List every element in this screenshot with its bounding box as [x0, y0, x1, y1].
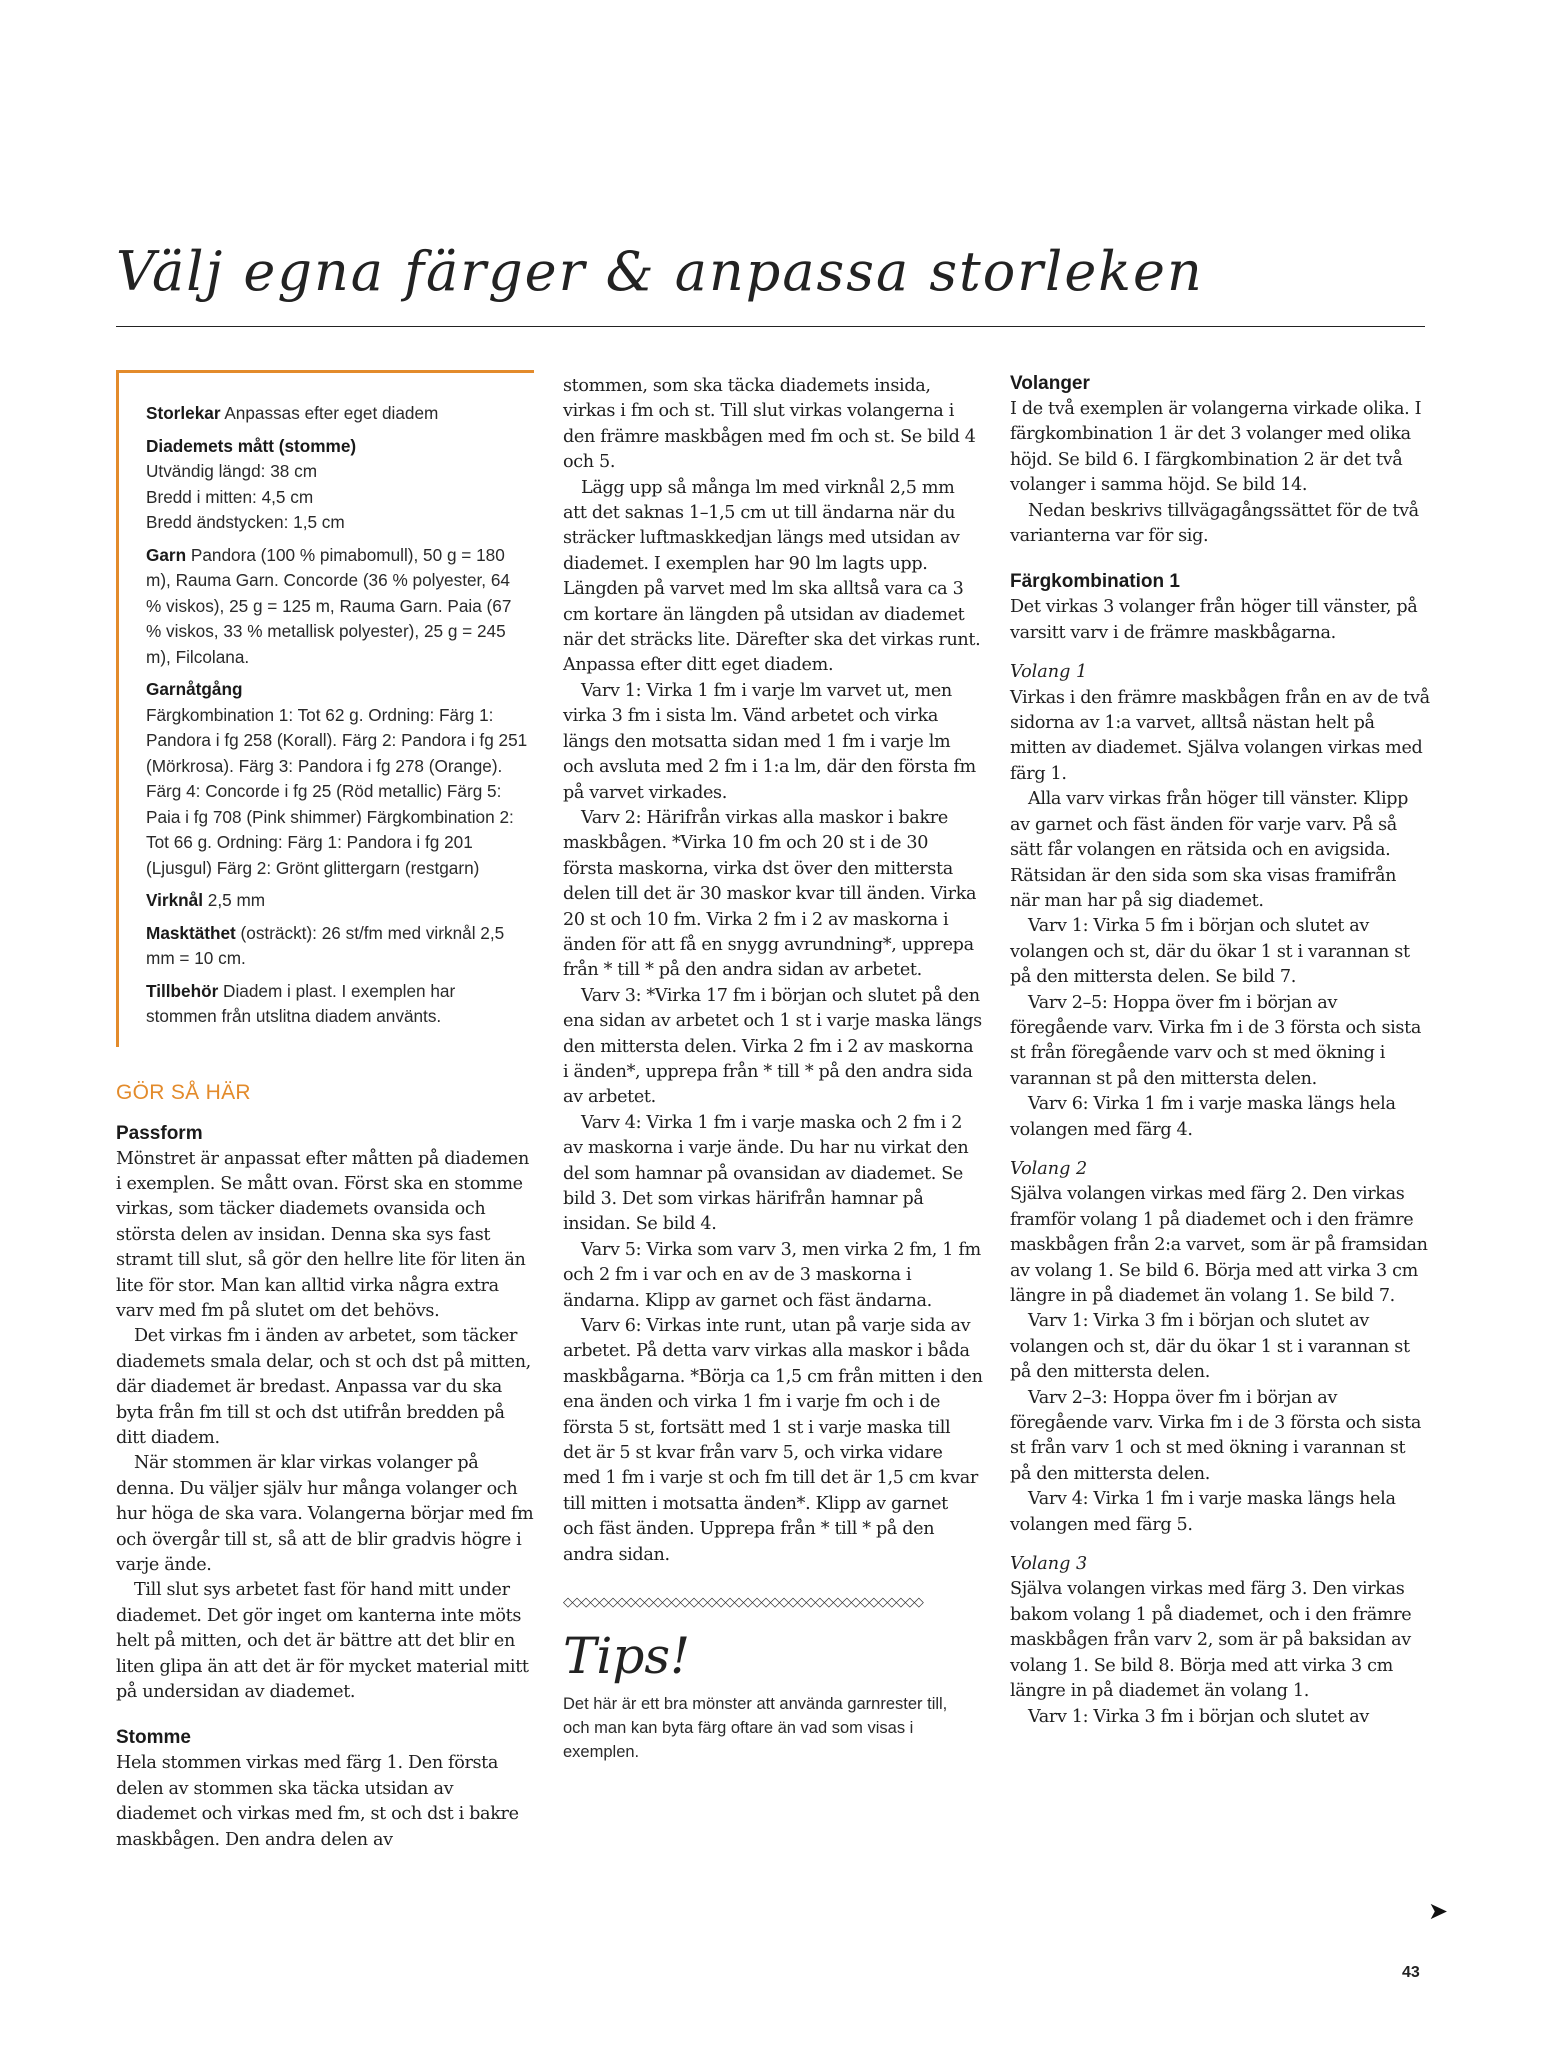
paragraph: Nedan beskrivs tillvägagångssättet för de två varianterna var för sig. — [1010, 500, 1419, 547]
paragraph: Mönstret är anpassat efter måtten på diademen i exemplen. Se mått ovan. Först ska en stomme virkas, som täcker diademets ovansida och största delen av insidan. Denna ska sys fast stramt till slut, så gör den hellre lite för liten än lite för stor. Man kan alltid virka några extra varv med fm på slutet om det behövs. — [116, 1148, 529, 1321]
garn-value: Pandora (100 % pimabomull), 50 g = 180 m), Rauma Garn. Concorde (36 % polyester, 64 % viskos), 25 g = 125 m, Rauma Garn. Paia (67 % viskos, 33 % metallisk polyester), 25 g = 245 m), Filcolana. — [146, 544, 512, 667]
title-rule — [116, 326, 1425, 327]
passform-heading: Passform — [116, 1122, 203, 1144]
stomme-heading: Stomme — [116, 1727, 191, 1749]
tips-heading: Tips! — [563, 1627, 691, 1686]
matt-line: Bredd ändstycken: 1,5 cm — [146, 512, 345, 532]
paragraph: Hela stommen virkas med färg 1. Den första delen av stommen ska täcka utsidan av diademet och virkas med fm, st och dst i bakre maskbågen. Den andra delen av — [116, 1753, 519, 1850]
paragraph: Varv 6: Virka 1 fm i varje maska längs hela volangen med färg 4. — [1010, 1094, 1396, 1140]
page-number: 43 — [1402, 1964, 1420, 1981]
volang-2-heading: Volang 2 — [1010, 1158, 1088, 1179]
paragraph: Det virkas 3 volanger från höger till vänster, på varsitt varv i de främre maskbågarna. — [1010, 597, 1418, 643]
tathet-value: (osträckt): 26 st/fm med virknål 2,5 mm = 10 cm. — [146, 922, 505, 968]
paragraph: Själva volangen virkas med färg 2. Den virkas framför volang 1 på diademet och i den främre maskbågen från 2:a varvet, som är på framsidan av volang 1. Se bild 6. Börja med att virka 3 cm längre in på diademet än volang 1. Se bild 7. — [1010, 1184, 1428, 1306]
paragraph: stommen, som ska täcka diademets insida, virkas i fm och st. Till slut virkas volangerna i den främre maskbågen med fm och st. Se bild 4 och 5. — [563, 376, 976, 473]
paragraph: I de två exemplen är volangerna virkade olika. I färgkombination 1 är det 3 volanger med olika höjd. Se bild 6. I färgkombination 2 är det två volanger i samma höjd. Se bild 14. — [1010, 399, 1422, 496]
section-heading: GÖR SÅ HÄR — [116, 1080, 251, 1104]
garn-label: Garn — [146, 544, 187, 565]
info-virknal — [146, 888, 528, 914]
paragraph: Varv 1: Virka 3 fm i början och slutet av volangen och st, där du ökar 1 st i varannan st på den mittersta delen. — [1010, 1311, 1410, 1383]
storlekar-value: Anpassas efter eget diadem — [220, 403, 439, 423]
continue-arrow-icon: ➤ — [1428, 1897, 1449, 1925]
info-garn — [146, 543, 528, 671]
page-title: Välj egna färger & anpassa storleken — [116, 240, 1204, 303]
volang-1-heading: Volang 1 — [1010, 662, 1088, 683]
volanger-heading: Volanger — [1010, 373, 1090, 394]
paragraph: Varv 1: Virka 5 fm i början och slutet av volangen och st, där du ökar 1 st i varannan st på den mittersta delen. Se bild 7. — [1010, 916, 1410, 988]
paragraph: Varv 1: Virka 3 fm i början och slutet av — [1028, 1706, 1369, 1727]
tips-text: Det här är ett bra mönster att använda garnrester till, och man kan byta färg oftare än vad som visas i exemplen. — [563, 1695, 948, 1762]
paragraph: Lägg upp så många lm med virknål 2,5 mm att det saknas 1–1,5 cm ut till ändarna när du sträcker luftmaskkedjan längs med utsidan av diademet. I exemplen har 90 lm lagts upp. Längden på varvet med lm ska alltså vara ca 3 cm kortare än längden på utsidan av diademet när det sträcks lite. Därefter ska det virkas runt. Anpassa efter ditt eget diadem. — [563, 477, 981, 676]
matt-line: Bredd i mitten: 4,5 cm — [146, 486, 314, 507]
paragraph: Varv 2: Härifrån virkas alla maskor i bakre maskbågen. *Virka 10 fm och 20 st i de 30 första maskorna, virka dst över den mittersta delen till det är 30 maskor kvar till änden. Virka 20 st och 10 fm. Virka 2 fm i 2 av maskorna i änden för att få en snygg avrundning*, upprepa från * till * på den andra sidan av arbetet. — [563, 807, 977, 981]
matt-label: Diademets mått (stomme) — [146, 435, 357, 456]
fk1-heading: Färgkombination 1 — [1010, 571, 1180, 593]
paragraph: Varv 3: *Virka 17 fm i början och slutet på den ena sidan av arbetet och 1 st i varje maska längs den mittersta delen. Virka 2 fm i 2 av maskorna i änden*, upprepa från * till * på den andra sida av arbetet. — [563, 985, 982, 1108]
paragraph: När stommen är klar virkas volanger på denna. Du väljer själv hur många volanger och hur höga de ska vara. Volangerna börjar med fm och övergår till st, så att de blir gradvis högre i varje ände. — [116, 1453, 534, 1575]
atgang-label: Garnåtgång — [146, 679, 243, 699]
materials-box — [116, 370, 534, 1047]
volang-3-heading: Volang 3 — [1010, 1554, 1088, 1575]
info-storlekar — [146, 401, 528, 427]
atgang-value: Färgkombination 1: Tot 62 g. Ordning: Färg 1: Pandora i fg 258 (Korall). Färg 2: Pandora i fg 251 (Mörkrosa). Färg 3: Pandora i fg 278 (Orange). Färg 4: Concorde i fg 25 (Röd metallic) Färg 5: Paia i fg 708 (Pink shimmer) Färgkombination 2: Tot 66 g. Ordning: Färg 1: Pandora i fg 201 (Ljusgul) Färg 2: Grönt glittergarn (restgarn) — [146, 704, 528, 878]
info-tillbehor — [146, 979, 528, 1030]
tillbehor-value: Diadem i plast. I exemplen har stommen från utslitna diadem använts. — [146, 980, 456, 1026]
paragraph: Varv 6: Virkas inte runt, utan på varje sida av arbetet. På detta varv virkas alla maskor i båda maskbågarna. *Börja ca 1,5 cm från mitten i den ena änden och virka 1 fm i varje fm och i de första 5 st, fortsätt med 1 st i varje maska till det är 5 st kvar från varv 5, och virka vidare med 1 fm i varje st och fm till det är 1,5 cm kvar till mitten i motsatta änden*. Klipp av garnet och fäst änden. Upprepa från * till * på den andra sidan. — [563, 1316, 983, 1565]
matt-line: Utvändig längd: 38 cm — [146, 461, 318, 481]
diamond-divider: ◇◇◇◇◇◇◇◇◇◇◇◇◇◇◇◇◇◇◇◇◇◇◇◇◇◇◇◇◇◇◇◇◇◇◇◇◇◇◇◇ — [563, 1596, 923, 1611]
storlekar-label: Storlekar — [146, 403, 221, 423]
paragraph: Alla varv virkas från höger till vänster. Klipp av garnet och fäst änden för varje varv. På så sätt får volangen en rätsida och en avigsida. Rätsidan är den sida som ska visas framifrån när man har på sig diademet. — [1010, 789, 1409, 911]
paragraph: Själva volangen virkas med färg 3. Den virkas bakom volang 1 på diademet, och i den främre maskbågen från varv 2, som är på baksidan av volang 1. Se bild 8. Börja med att virka 3 cm längre in på diademet än volang 1. — [1010, 1579, 1412, 1702]
paragraph: Varv 4: Virka 1 fm i varje maska och 2 fm i 2 av maskorna i varje ände. Du har nu virkat den del som hamnar på ovansidan av diademet. Se bild 3. Det som virkas härifrån hamnar på insidan. Se bild 4. — [563, 1112, 969, 1235]
paragraph: Varv 2–5: Hoppa över fm i början av föregående varv. Virka fm i de 3 första och sista st från föregående varv och st med ökning i varannan st på den mittersta delen. — [1010, 992, 1421, 1089]
tathet-label: Masktäthet — [146, 922, 236, 943]
info-tathet — [146, 921, 528, 972]
paragraph: Till slut sys arbetet fast för hand mitt under diademet. Det gör inget om kanterna inte möts helt på mitten, och det är bättre att det blir en liten glipa än att det är för mycket material mitt på undersidan av diademet. — [116, 1580, 529, 1703]
paragraph: Varv 1: Virka 1 fm i varje lm varvet ut, men virka 3 fm i sista lm. Vänd arbetet och virka längs den motsatta sidan med 1 fm i varje lm och avsluta med 2 fm i 1:a lm, där den första fm på varvet virkades. — [563, 680, 976, 803]
paragraph: Varv 4: Virka 1 fm i varje maska längs hela volangen med färg 5. — [1010, 1489, 1396, 1535]
tillbehor-label: Tillbehör — [146, 980, 219, 1001]
info-matt — [146, 434, 528, 536]
virknal-value: 2,5 mm — [203, 890, 266, 910]
paragraph: Varv 5: Virka som varv 3, men virka 2 fm, 1 fm och 2 fm i var och en av de 3 maskorna i ändarna. Klipp av garnet och fäst ändarna. — [563, 1239, 981, 1311]
column-2 — [563, 374, 983, 1764]
paragraph: Varv 2–3: Hoppa över fm i början av föregående varv. Virka fm i de 3 första och sista st från varv 1 och st med ökning i varannan st på den mittersta delen. — [1010, 1387, 1421, 1484]
paragraph: Virkas i den främre maskbågen från en av de två sidorna av 1:a varvet, alltså nästan helt på mitten av diademet. Själva volangen virkas med färg 1. — [1010, 687, 1430, 784]
column-1 — [116, 370, 536, 1853]
info-atgang — [146, 677, 528, 881]
paragraph: Det virkas fm i änden av arbetet, som täcker diademets smala delar, och st och dst på mitten, där diademet är bredast. Anpassa var du ska byta från fm till st och dst utifrån bredden på ditt diadem. — [116, 1326, 531, 1448]
virknal-label: Virknål — [146, 890, 204, 910]
column-3 — [1010, 371, 1430, 1730]
